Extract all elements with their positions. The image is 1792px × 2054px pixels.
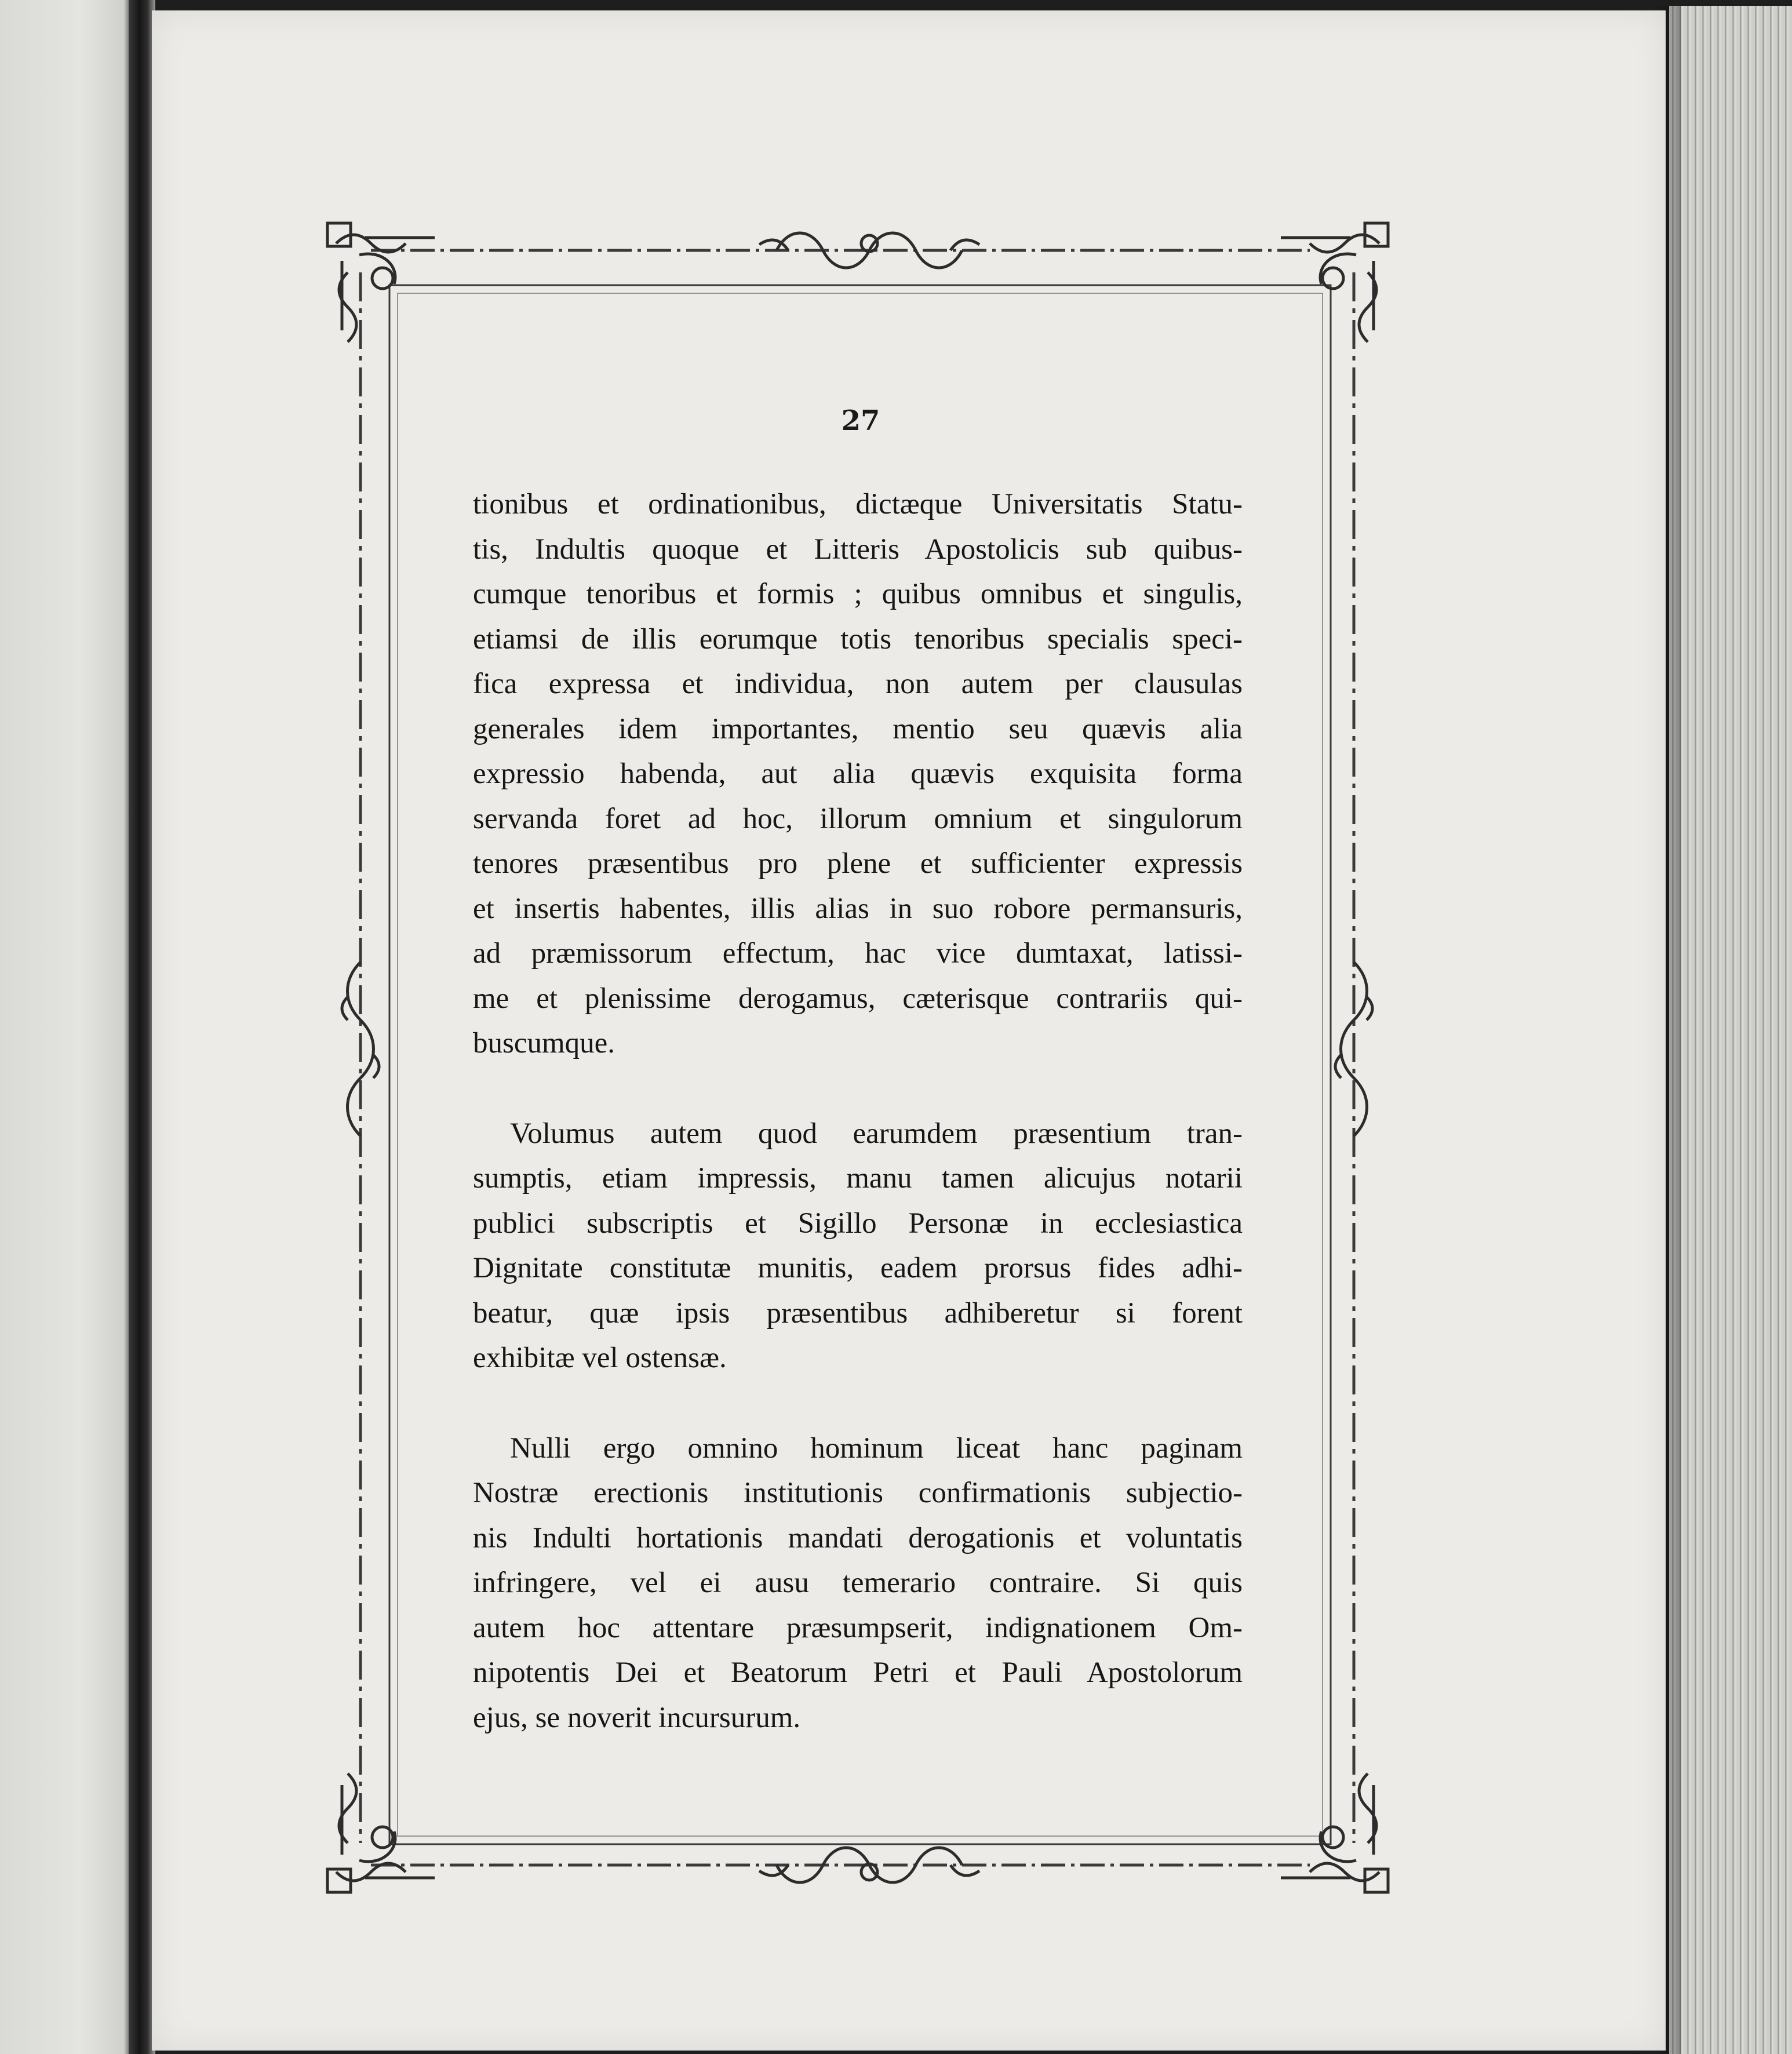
text-line: cumque tenoribus et formis ; quibus omnibus et singulis, [473,578,1243,610]
text-line: fica expressa et individua, non autem per clausulas [473,668,1243,700]
text-line: expressio habenda, aut alia quævis exquisita forma [473,757,1243,790]
text-line: ejus, se noverit incursurum. [473,1701,801,1734]
paragraph [473,1112,1243,1381]
text-line: infringere, vel ei ausu temerario contraire. Si quis [473,1567,1243,1599]
text-line: Dignitate constitutæ munitis, eadem prorsus fides adhi- [473,1252,1243,1284]
facing-page-edge [0,0,134,2054]
text-line: et insertis habentes, illis alias in suo robore permansuris, [473,892,1243,925]
text-line: sumptis, etiam impressis, manu tamen alicujus notarii [473,1162,1243,1194]
text-line: servanda foret ad hoc, illorum omnium et singulorum [473,802,1243,835]
text-line: tis, Indultis quoque et Litteris Apostolicis sub quibus- [473,533,1243,566]
body-text [473,482,1243,1740]
paragraph [473,482,1243,1066]
text-line: autem hoc attentare præsumpserit, indignationem Om- [473,1611,1243,1644]
text-line: Nostræ erectionis institutionis confirmationis subjectio- [473,1477,1243,1509]
paragraph-gap [473,1066,1243,1112]
paragraph [473,1426,1243,1741]
text-line: me et plenissime derogamus, cæterisque contrariis qui- [473,982,1243,1015]
text-line: Volumus autem quod earumdem præsentium tran- [510,1117,1243,1150]
page-number: 27 [841,405,880,437]
text-line: exhibitæ vel ostensæ. [473,1342,727,1374]
text-line: tenores præsentibus pro plene et sufficienter expressis [473,847,1243,880]
text-line: nis Indulti hortationis mandati derogationis et voluntatis [473,1521,1243,1554]
text-line: tionibus et ordinationibus, dictæque Universitatis Statu- [473,488,1243,520]
page-edges-stack [1669,6,1792,2054]
text-line: ad præmissorum effectum, hac vice dumtaxat, latissi- [473,937,1243,970]
text-line: etiamsi de illis eorumque totis tenoribus specialis speci- [473,622,1243,655]
text-line: nipotentis Dei et Beatorum Petri et Pauli Apostolorum [473,1656,1243,1689]
paragraph-gap [473,1381,1243,1426]
text-line: Nulli ergo omnino hominum liceat hanc paginam [510,1432,1243,1465]
text-line: buscumque. [473,1027,615,1059]
text-line: generales idem importantes, mentio seu quævis alia [473,712,1243,745]
text-line: publici subscriptis et Sigillo Personæ in ecclesiastica [473,1207,1243,1240]
text-line: beatur, quæ ipsis præsentibus adhiberetur si forent [473,1297,1243,1330]
